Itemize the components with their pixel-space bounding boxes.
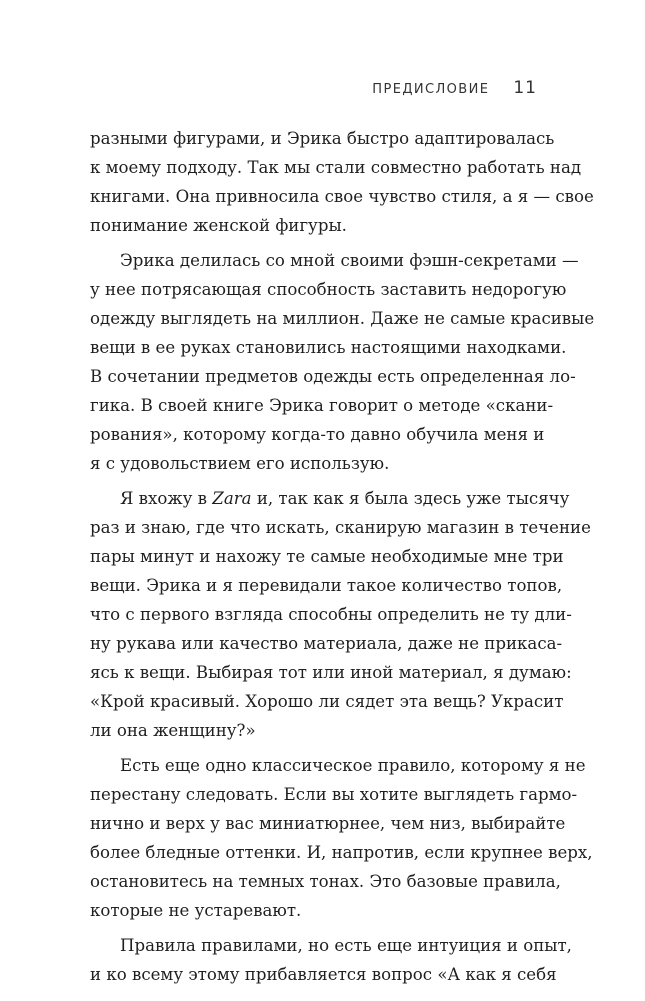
page-number: 11 <box>513 78 537 98</box>
text-line: «Крой красивый. Хорошо ли сядет эта вещь? Украсит <box>90 692 564 711</box>
text-line: рования», которому когда-то давно обучила меня и <box>90 425 545 444</box>
text-line: раз и знаю, где что искать, сканирую магазин в течение <box>90 518 591 537</box>
running-header <box>372 78 537 98</box>
paragraph-5 <box>90 931 572 989</box>
text-line: ли она женщину?» <box>90 721 256 740</box>
text-fragment: и, так как я была здесь уже тысячу <box>251 489 570 508</box>
text-line: более бледные оттенки. И, напротив, если крупнее верх, <box>90 843 593 862</box>
text-line: пары минут и нахожу те самые необходимые мне три <box>90 547 564 566</box>
text-line: В сочетании предметов одежды есть определенная ло- <box>90 367 576 386</box>
brand-name: Zara <box>212 489 252 508</box>
text-line: остановитесь на темных тонах. Это базовые правила, <box>90 872 561 891</box>
text-line <box>90 484 570 513</box>
text-line: нично и верх у вас миниатюрнее, чем низ, выбирайте <box>90 814 566 833</box>
text-line: которые не устаревают. <box>90 901 302 920</box>
text-line: книгами. Она привносила свое чувство стиля, а я — свое <box>90 187 594 206</box>
paragraph-2 <box>90 246 595 478</box>
body-text <box>90 124 595 989</box>
text-line: я с удовольствием его использую. <box>90 454 390 473</box>
paragraph-4 <box>90 751 593 925</box>
text-line: ясь к вещи. Выбирая тот или иной материал, я думаю: <box>90 663 572 682</box>
paragraph-3 <box>90 484 591 745</box>
text-line: вещи. Эрика и я перевидали такое количество топов, <box>90 576 563 595</box>
text-line: одежду выглядеть на миллион. Даже не самые красивые <box>90 309 595 328</box>
text-line: вещи в ее руках становились настоящими находками. <box>90 338 567 357</box>
text-line: ну рукава или качество материала, даже не прикаса- <box>90 634 563 653</box>
text-line: гика. В своей книге Эрика говорит о методе «скани- <box>90 396 554 415</box>
paragraph-1 <box>90 124 594 240</box>
text-line: и ко всему этому прибавляется вопрос «А как я себя <box>90 965 557 984</box>
text-fragment: Я вхожу в <box>120 489 213 508</box>
section-title: ПРЕДИСЛОВИЕ <box>372 82 490 97</box>
text-line: Есть еще одно классическое правило, которому я не <box>120 756 586 775</box>
text-line: Правила правилами, но есть еще интуиция и опыт, <box>120 936 572 955</box>
text-line: понимание женской фигуры. <box>90 216 347 235</box>
text-line: разными фигурами, и Эрика быстро адаптировалась <box>90 129 555 148</box>
text-line: Эрика делилась со мной своими фэшн-секретами — <box>120 251 579 270</box>
text-line: у нее потрясающая способность заставить недорогую <box>90 280 567 299</box>
text-line: к моему подходу. Так мы стали совместно работать над <box>90 158 582 177</box>
text-line: перестану следовать. Если вы хотите выглядеть гармо- <box>90 785 578 804</box>
text-line: что с первого взгляда способны определить не ту дли- <box>90 605 572 624</box>
